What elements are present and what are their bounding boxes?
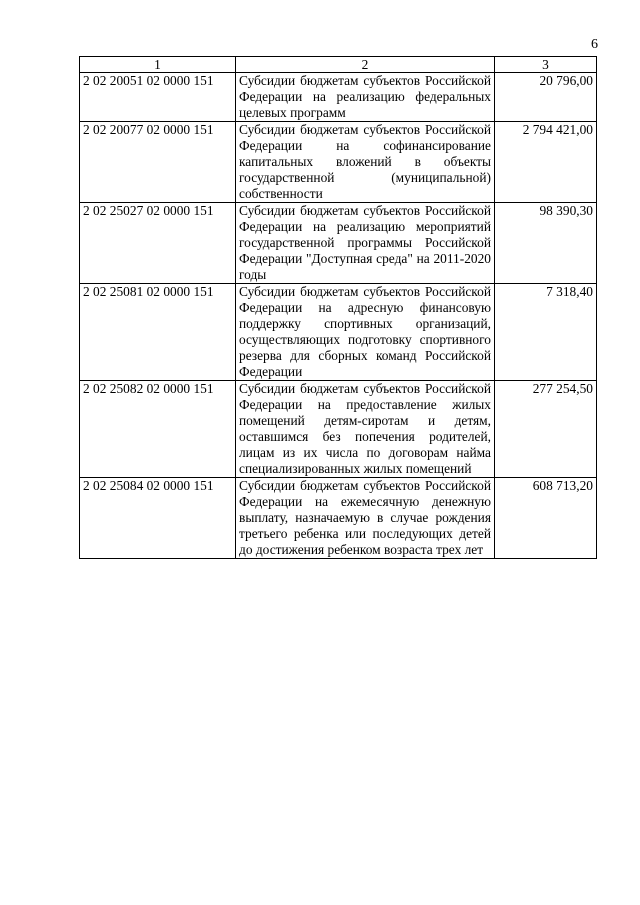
amount-cell: 7 318,40	[495, 284, 597, 381]
column-header-2: 2	[236, 57, 495, 73]
table-row	[80, 478, 597, 559]
income-name-cell: Субсидии бюджетам субъектов Российской Федерации на адресную финансовую поддержку спортивных организаций, осуществляющих подготовку спортивного резерва для сборных команд Российской Федерации	[236, 284, 495, 381]
table-header-row	[80, 57, 597, 73]
column-header-3: 3	[495, 57, 597, 73]
amount-cell: 20 796,00	[495, 73, 597, 122]
income-name-cell: Субсидии бюджетам субъектов Российской Федерации на предоставление жилых помещений детям-сиротам и детям, оставшимся без попечения родителей, лицам из их числа по договорам найма специализированных жилых помещений	[236, 381, 495, 478]
budget-code-cell: 2 02 25027 02 0000 151	[80, 203, 236, 284]
budget-code-cell: 2 02 25081 02 0000 151	[80, 284, 236, 381]
table-row	[80, 284, 597, 381]
table-row	[80, 122, 597, 203]
table-row	[80, 203, 597, 284]
budget-code-cell: 2 02 25084 02 0000 151	[80, 478, 236, 559]
budget-code-cell: 2 02 20051 02 0000 151	[80, 73, 236, 122]
table-row	[80, 73, 597, 122]
income-name-cell: Субсидии бюджетам субъектов Российской Федерации на софинансирование капитальных вложений в объекты государственной (муниципальной) собственности	[236, 122, 495, 203]
column-header-1: 1	[80, 57, 236, 73]
budget-income-table	[79, 56, 597, 559]
table-row	[80, 381, 597, 478]
budget-code-cell: 2 02 20077 02 0000 151	[80, 122, 236, 203]
budget-code-cell: 2 02 25082 02 0000 151	[80, 381, 236, 478]
income-name-cell: Субсидии бюджетам субъектов Российской Федерации на реализацию мероприятий государственной программы Российской Федерации "Доступная среда" на 2011-2020 годы	[236, 203, 495, 284]
amount-cell: 277 254,50	[495, 381, 597, 478]
amount-cell: 608 713,20	[495, 478, 597, 559]
amount-cell: 2 794 421,00	[495, 122, 597, 203]
page-number: 6	[591, 37, 598, 52]
amount-cell: 98 390,30	[495, 203, 597, 284]
income-name-cell: Субсидии бюджетам субъектов Российской Федерации на реализацию федеральных целевых программ	[236, 73, 495, 122]
income-name-cell: Субсидии бюджетам субъектов Российской Федерации на ежемесячную денежную выплату, назначаемую в случае рождения третьего ребенка или последующих детей до достижения ребенком возраста трех лет	[236, 478, 495, 559]
